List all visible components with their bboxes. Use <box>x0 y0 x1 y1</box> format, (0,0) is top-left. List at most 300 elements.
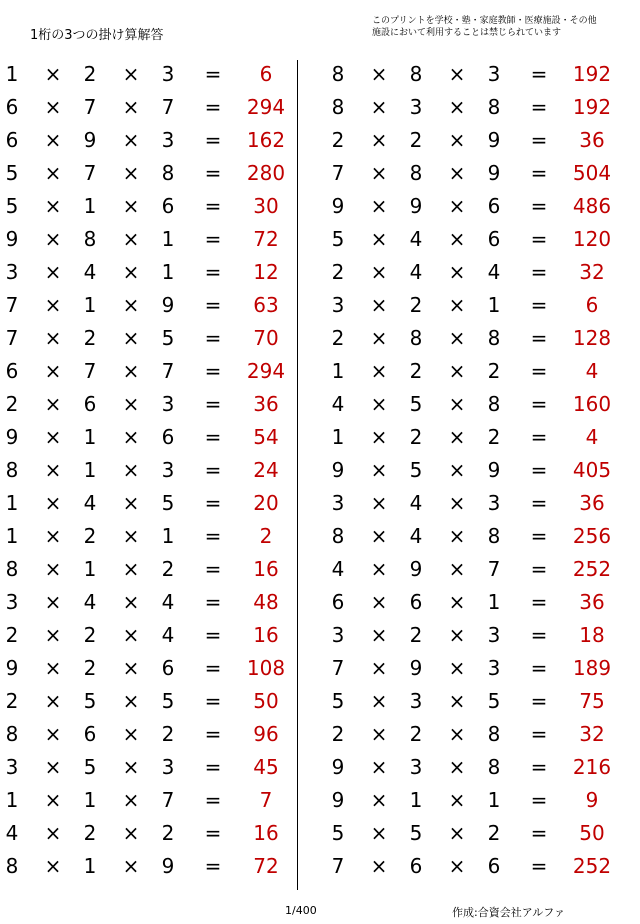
times-sign: × <box>370 62 388 86</box>
first-factor: 2 <box>331 326 345 350</box>
equals-sign: = <box>530 260 548 284</box>
times-sign: × <box>122 62 140 86</box>
times-sign: × <box>370 161 388 185</box>
answer: 32 <box>579 260 605 284</box>
times-sign: × <box>370 128 388 152</box>
times-sign: × <box>370 425 388 449</box>
third-factor: 8 <box>487 392 501 416</box>
times-sign: × <box>370 326 388 350</box>
second-factor: 2 <box>83 821 97 845</box>
times-sign: × <box>448 359 466 383</box>
times-sign: × <box>44 458 62 482</box>
third-factor: 6 <box>161 656 175 680</box>
times-sign: × <box>44 722 62 746</box>
second-factor: 2 <box>409 623 423 647</box>
answer: 280 <box>246 161 286 185</box>
third-factor: 3 <box>487 623 501 647</box>
first-factor: 3 <box>331 293 345 317</box>
times-sign: × <box>44 557 62 581</box>
times-sign: × <box>44 590 62 614</box>
times-sign: × <box>122 392 140 416</box>
third-factor: 1 <box>161 524 175 548</box>
equals-sign: = <box>530 821 548 845</box>
answer: 294 <box>246 359 286 383</box>
problem-row <box>326 751 626 784</box>
equals-sign: = <box>204 128 222 152</box>
equals-sign: = <box>204 425 222 449</box>
first-factor: 3 <box>331 491 345 515</box>
times-sign: × <box>122 722 140 746</box>
problem-row <box>0 421 300 454</box>
third-factor: 3 <box>487 62 501 86</box>
equals-sign: = <box>530 854 548 878</box>
second-factor: 5 <box>409 821 423 845</box>
third-factor: 6 <box>487 227 501 251</box>
answer: 405 <box>572 458 612 482</box>
first-factor: 6 <box>5 359 19 383</box>
first-factor: 1 <box>5 491 19 515</box>
equals-sign: = <box>204 722 222 746</box>
times-sign: × <box>448 557 466 581</box>
problem-row <box>326 454 626 487</box>
times-sign: × <box>122 491 140 515</box>
equals-sign: = <box>530 326 548 350</box>
answer: 75 <box>579 689 605 713</box>
times-sign: × <box>44 326 62 350</box>
problem-row <box>0 454 300 487</box>
times-sign: × <box>122 788 140 812</box>
problem-row <box>326 817 626 850</box>
third-factor: 3 <box>161 128 175 152</box>
second-factor: 4 <box>409 491 423 515</box>
second-factor: 8 <box>409 326 423 350</box>
third-factor: 9 <box>161 293 175 317</box>
answer: 16 <box>253 821 279 845</box>
answer: 18 <box>579 623 605 647</box>
times-sign: × <box>44 62 62 86</box>
times-sign: × <box>122 854 140 878</box>
first-factor: 2 <box>331 260 345 284</box>
second-factor: 4 <box>409 260 423 284</box>
equals-sign: = <box>530 524 548 548</box>
equals-sign: = <box>530 392 548 416</box>
first-factor: 4 <box>331 392 345 416</box>
first-factor: 7 <box>331 656 345 680</box>
second-factor: 8 <box>409 161 423 185</box>
answer: 16 <box>253 623 279 647</box>
answer: 30 <box>253 194 279 218</box>
times-sign: × <box>122 293 140 317</box>
third-factor: 3 <box>487 491 501 515</box>
first-factor: 6 <box>331 590 345 614</box>
author-credit: 作成:合資会社アルファ <box>452 906 566 919</box>
times-sign: × <box>370 491 388 515</box>
equals-sign: = <box>530 491 548 515</box>
times-sign: × <box>122 755 140 779</box>
equals-sign: = <box>530 227 548 251</box>
times-sign: × <box>44 260 62 284</box>
first-factor: 8 <box>331 62 345 86</box>
times-sign: × <box>448 755 466 779</box>
usage-notice-line-1: このプリントを学校・塾・家庭教師・医療施設・その他 <box>372 16 597 26</box>
times-sign: × <box>370 293 388 317</box>
first-factor: 9 <box>331 194 345 218</box>
equals-sign: = <box>204 326 222 350</box>
second-factor: 2 <box>409 722 423 746</box>
times-sign: × <box>44 161 62 185</box>
problem-row <box>326 487 626 520</box>
times-sign: × <box>370 788 388 812</box>
problem-row <box>326 256 626 289</box>
first-factor: 7 <box>331 161 345 185</box>
answer: 16 <box>253 557 279 581</box>
third-factor: 9 <box>161 854 175 878</box>
second-factor: 9 <box>409 656 423 680</box>
third-factor: 3 <box>161 755 175 779</box>
equals-sign: = <box>204 227 222 251</box>
equals-sign: = <box>530 722 548 746</box>
equals-sign: = <box>530 689 548 713</box>
first-factor: 4 <box>331 557 345 581</box>
answer: 24 <box>253 458 279 482</box>
equals-sign: = <box>204 656 222 680</box>
equals-sign: = <box>204 392 222 416</box>
first-factor: 5 <box>331 821 345 845</box>
first-factor: 8 <box>5 722 19 746</box>
first-factor: 7 <box>331 854 345 878</box>
equals-sign: = <box>530 557 548 581</box>
third-factor: 8 <box>487 326 501 350</box>
second-factor: 5 <box>409 392 423 416</box>
page-title: 1桁の3つの掛け算解答 <box>30 28 164 43</box>
third-factor: 7 <box>161 359 175 383</box>
second-factor: 1 <box>83 788 97 812</box>
answer: 63 <box>253 293 279 317</box>
answer: 128 <box>572 326 612 350</box>
third-factor: 2 <box>487 359 501 383</box>
times-sign: × <box>44 293 62 317</box>
problem-row <box>326 124 626 157</box>
times-sign: × <box>370 524 388 548</box>
second-factor: 9 <box>409 557 423 581</box>
second-factor: 8 <box>409 62 423 86</box>
answer: 2 <box>259 524 273 548</box>
times-sign: × <box>44 623 62 647</box>
second-factor: 2 <box>409 293 423 317</box>
third-factor: 5 <box>161 689 175 713</box>
third-factor: 1 <box>487 590 501 614</box>
first-factor: 8 <box>331 524 345 548</box>
times-sign: × <box>448 458 466 482</box>
first-factor: 2 <box>5 623 19 647</box>
first-factor: 6 <box>5 128 19 152</box>
problem-row <box>326 619 626 652</box>
answer: 4 <box>585 359 599 383</box>
times-sign: × <box>122 161 140 185</box>
problem-row <box>326 652 626 685</box>
second-factor: 1 <box>83 293 97 317</box>
times-sign: × <box>44 755 62 779</box>
third-factor: 9 <box>487 458 501 482</box>
times-sign: × <box>370 557 388 581</box>
problem-row <box>0 553 300 586</box>
problem-row <box>326 784 626 817</box>
left-problem-column <box>0 58 300 883</box>
times-sign: × <box>44 524 62 548</box>
first-factor: 9 <box>331 788 345 812</box>
problem-row <box>0 751 300 784</box>
times-sign: × <box>122 656 140 680</box>
second-factor: 5 <box>83 689 97 713</box>
equals-sign: = <box>204 689 222 713</box>
problem-row <box>0 817 300 850</box>
times-sign: × <box>122 128 140 152</box>
answer: 20 <box>253 491 279 515</box>
answer: 486 <box>572 194 612 218</box>
first-factor: 9 <box>5 656 19 680</box>
third-factor: 5 <box>487 689 501 713</box>
times-sign: × <box>44 425 62 449</box>
first-factor: 9 <box>331 755 345 779</box>
problem-row <box>326 355 626 388</box>
times-sign: × <box>370 722 388 746</box>
equals-sign: = <box>530 590 548 614</box>
answer: 72 <box>253 227 279 251</box>
second-factor: 3 <box>409 689 423 713</box>
problem-row <box>0 586 300 619</box>
times-sign: × <box>44 359 62 383</box>
second-factor: 7 <box>83 95 97 119</box>
problem-row <box>326 190 626 223</box>
equals-sign: = <box>530 161 548 185</box>
third-factor: 3 <box>161 62 175 86</box>
third-factor: 1 <box>487 788 501 812</box>
first-factor: 2 <box>5 689 19 713</box>
times-sign: × <box>44 821 62 845</box>
times-sign: × <box>448 293 466 317</box>
equals-sign: = <box>204 623 222 647</box>
times-sign: × <box>44 788 62 812</box>
second-factor: 2 <box>83 656 97 680</box>
second-factor: 1 <box>83 458 97 482</box>
third-factor: 3 <box>487 656 501 680</box>
usage-notice <box>372 15 597 39</box>
answer: 216 <box>572 755 612 779</box>
problem-row <box>326 388 626 421</box>
first-factor: 9 <box>5 425 19 449</box>
second-factor: 1 <box>409 788 423 812</box>
times-sign: × <box>448 260 466 284</box>
times-sign: × <box>370 623 388 647</box>
answer: 189 <box>572 656 612 680</box>
second-factor: 2 <box>83 326 97 350</box>
problem-row <box>0 58 300 91</box>
problem-row <box>326 520 626 553</box>
times-sign: × <box>122 227 140 251</box>
answer: 50 <box>579 821 605 845</box>
first-factor: 7 <box>5 326 19 350</box>
answer: 160 <box>572 392 612 416</box>
third-factor: 6 <box>161 425 175 449</box>
times-sign: × <box>44 392 62 416</box>
problem-row <box>326 223 626 256</box>
times-sign: × <box>370 821 388 845</box>
problem-row <box>0 520 300 553</box>
times-sign: × <box>448 821 466 845</box>
second-factor: 4 <box>83 590 97 614</box>
answer: 70 <box>253 326 279 350</box>
third-factor: 5 <box>161 491 175 515</box>
problem-row <box>0 685 300 718</box>
times-sign: × <box>448 491 466 515</box>
answer: 36 <box>579 128 605 152</box>
second-factor: 1 <box>83 194 97 218</box>
second-factor: 2 <box>83 524 97 548</box>
equals-sign: = <box>204 854 222 878</box>
times-sign: × <box>370 458 388 482</box>
problem-row <box>0 256 300 289</box>
times-sign: × <box>370 392 388 416</box>
answer: 50 <box>253 689 279 713</box>
equals-sign: = <box>204 557 222 581</box>
problem-row <box>326 718 626 751</box>
times-sign: × <box>44 95 62 119</box>
second-factor: 4 <box>409 227 423 251</box>
times-sign: × <box>370 260 388 284</box>
first-factor: 3 <box>5 260 19 284</box>
third-factor: 8 <box>161 161 175 185</box>
times-sign: × <box>44 194 62 218</box>
problem-row <box>0 784 300 817</box>
first-factor: 3 <box>5 755 19 779</box>
answer: 162 <box>246 128 286 152</box>
answer: 252 <box>572 557 612 581</box>
times-sign: × <box>448 326 466 350</box>
third-factor: 6 <box>487 854 501 878</box>
answer: 36 <box>579 590 605 614</box>
problem-row <box>0 619 300 652</box>
answer: 252 <box>572 854 612 878</box>
third-factor: 1 <box>161 227 175 251</box>
times-sign: × <box>44 854 62 878</box>
second-factor: 8 <box>83 227 97 251</box>
second-factor: 4 <box>409 524 423 548</box>
times-sign: × <box>44 689 62 713</box>
problem-row <box>0 157 300 190</box>
first-factor: 5 <box>5 194 19 218</box>
second-factor: 4 <box>83 260 97 284</box>
third-factor: 9 <box>487 161 501 185</box>
second-factor: 2 <box>83 62 97 86</box>
first-factor: 2 <box>331 722 345 746</box>
answer: 294 <box>246 95 286 119</box>
third-factor: 4 <box>161 623 175 647</box>
third-factor: 2 <box>161 821 175 845</box>
times-sign: × <box>122 359 140 383</box>
second-factor: 6 <box>409 590 423 614</box>
times-sign: × <box>44 227 62 251</box>
equals-sign: = <box>530 623 548 647</box>
times-sign: × <box>122 425 140 449</box>
third-factor: 4 <box>161 590 175 614</box>
first-factor: 1 <box>331 425 345 449</box>
third-factor: 2 <box>161 557 175 581</box>
first-factor: 3 <box>5 590 19 614</box>
times-sign: × <box>370 590 388 614</box>
first-factor: 5 <box>5 161 19 185</box>
problem-row <box>326 553 626 586</box>
times-sign: × <box>448 392 466 416</box>
equals-sign: = <box>204 788 222 812</box>
answer: 54 <box>253 425 279 449</box>
first-factor: 3 <box>331 623 345 647</box>
first-factor: 9 <box>331 458 345 482</box>
times-sign: × <box>448 590 466 614</box>
answer: 256 <box>572 524 612 548</box>
first-factor: 1 <box>5 62 19 86</box>
problem-row <box>0 91 300 124</box>
second-factor: 1 <box>83 425 97 449</box>
times-sign: × <box>448 62 466 86</box>
equals-sign: = <box>530 425 548 449</box>
equals-sign: = <box>204 95 222 119</box>
first-factor: 8 <box>5 557 19 581</box>
problem-row <box>326 289 626 322</box>
times-sign: × <box>122 689 140 713</box>
first-factor: 5 <box>331 689 345 713</box>
third-factor: 8 <box>487 95 501 119</box>
first-factor: 5 <box>331 227 345 251</box>
times-sign: × <box>122 95 140 119</box>
equals-sign: = <box>204 590 222 614</box>
equals-sign: = <box>204 491 222 515</box>
equals-sign: = <box>204 260 222 284</box>
equals-sign: = <box>530 359 548 383</box>
times-sign: × <box>448 623 466 647</box>
times-sign: × <box>448 524 466 548</box>
page-number: 1/400 <box>285 904 317 917</box>
times-sign: × <box>122 194 140 218</box>
answer: 504 <box>572 161 612 185</box>
first-factor: 2 <box>5 392 19 416</box>
times-sign: × <box>122 590 140 614</box>
problem-row <box>326 586 626 619</box>
answer: 45 <box>253 755 279 779</box>
problem-row <box>0 190 300 223</box>
times-sign: × <box>448 128 466 152</box>
second-factor: 4 <box>83 491 97 515</box>
times-sign: × <box>44 128 62 152</box>
answer: 96 <box>253 722 279 746</box>
times-sign: × <box>122 557 140 581</box>
equals-sign: = <box>530 656 548 680</box>
second-factor: 2 <box>83 623 97 647</box>
first-factor: 1 <box>331 359 345 383</box>
times-sign: × <box>122 821 140 845</box>
equals-sign: = <box>530 788 548 812</box>
times-sign: × <box>122 524 140 548</box>
second-factor: 1 <box>83 557 97 581</box>
first-factor: 9 <box>5 227 19 251</box>
equals-sign: = <box>204 524 222 548</box>
equals-sign: = <box>204 161 222 185</box>
third-factor: 2 <box>161 722 175 746</box>
equals-sign: = <box>204 359 222 383</box>
second-factor: 6 <box>83 392 97 416</box>
third-factor: 3 <box>161 392 175 416</box>
times-sign: × <box>448 161 466 185</box>
answer: 6 <box>585 293 599 317</box>
